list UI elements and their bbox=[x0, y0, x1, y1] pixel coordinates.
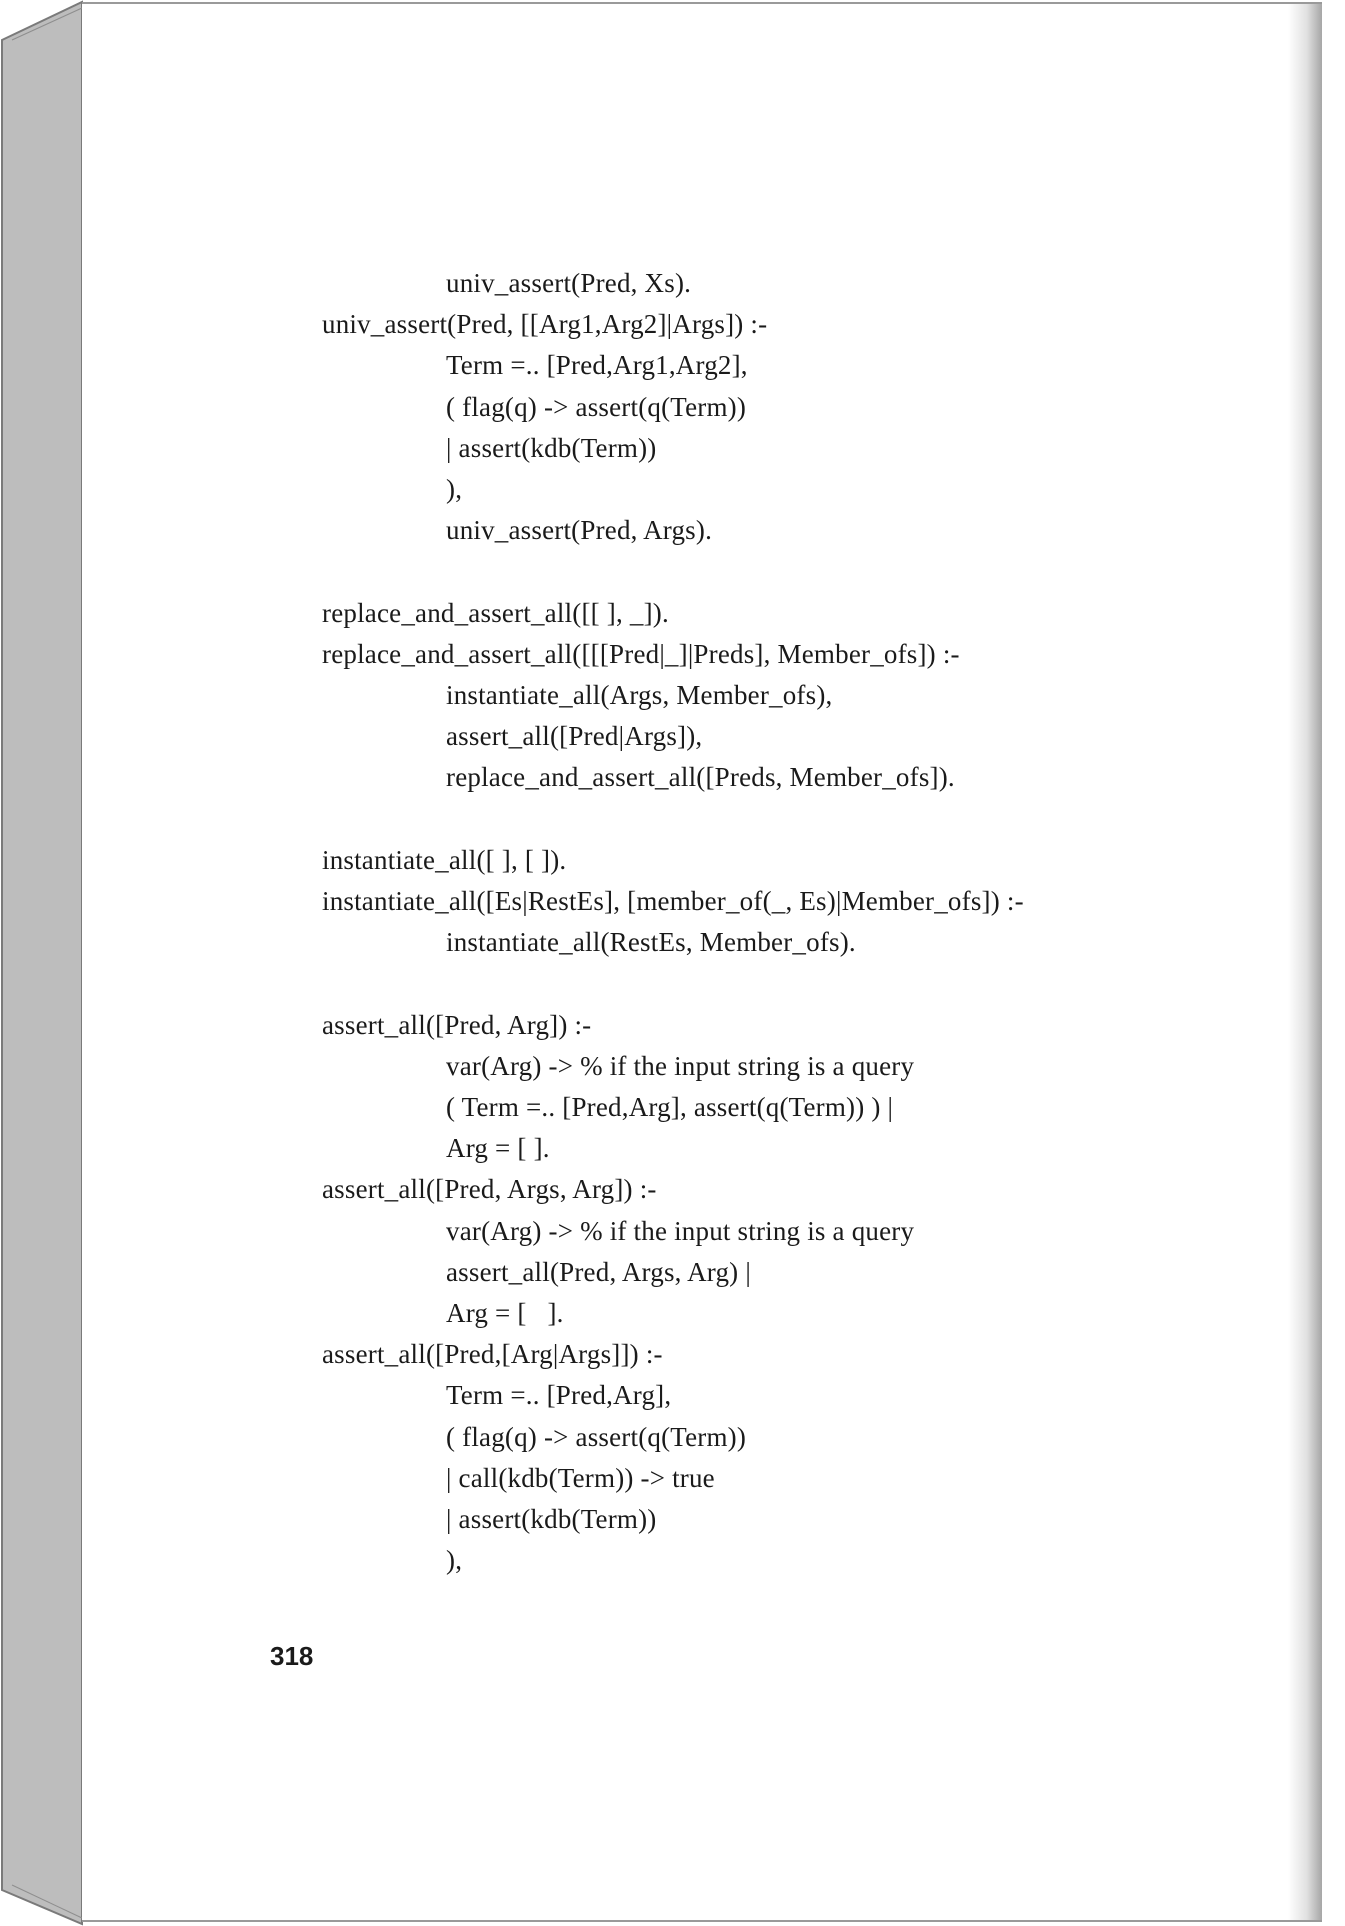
book-page bbox=[82, 2, 1322, 1922]
code-line: univ_assert(Pred, Xs). bbox=[446, 268, 692, 298]
code-line: | call(kdb(Term)) -> true bbox=[446, 1462, 715, 1493]
page-number: 318 bbox=[270, 1641, 314, 1671]
code-line: ( flag(q) -> assert(q(Term)) bbox=[446, 391, 747, 422]
code-line: replace_and_assert_all([[ ], _]). bbox=[322, 597, 669, 628]
code-line: ( Term =.. [Pred,Arg], assert(q(Term)) ) | bbox=[446, 1092, 894, 1122]
code-line: | assert(kdb(Term)) bbox=[446, 1504, 657, 1534]
code-line: univ_assert(Pred, Args). bbox=[446, 515, 713, 546]
code-line: replace_and_assert_all([[[Pred|_]|Preds], Member_ofs]) :- bbox=[322, 638, 960, 669]
code-line: univ_assert(Pred, [[Arg1,Arg2]|Args]) :- bbox=[322, 309, 768, 340]
code-line: Arg = [ ]. bbox=[446, 1133, 550, 1164]
code-line: assert_all(Pred, Args, Arg) | bbox=[446, 1256, 751, 1287]
code-line: assert_all([Pred,[Arg|Args]]) :- bbox=[322, 1339, 663, 1370]
code-listing bbox=[82, 4, 1322, 1920]
code-line: instantiate_all([ ], [ ]). bbox=[322, 844, 567, 875]
code-line: | assert(kdb(Term)) bbox=[446, 432, 657, 463]
code-line: Term =.. [Pred,Arg], bbox=[446, 1380, 672, 1411]
code-line: assert_all([Pred, Arg]) :- bbox=[322, 1009, 592, 1040]
code-line: assert_all([Pred|Args]), bbox=[446, 721, 703, 752]
code-line: Term =.. [Pred,Arg1,Arg2], bbox=[446, 350, 748, 381]
code-line: Arg = [ ]. bbox=[446, 1298, 564, 1328]
code-line: ), bbox=[446, 474, 463, 504]
code-line: ), bbox=[446, 1545, 463, 1576]
code-line: instantiate_all(Args, Member_ofs), bbox=[446, 680, 833, 710]
code-line: var(Arg) -> % if the input string is a query bbox=[446, 1050, 915, 1081]
code-line: instantiate_all(RestEs, Member_ofs). bbox=[446, 927, 856, 958]
code-line: var(Arg) -> % if the input string is a query bbox=[446, 1215, 915, 1246]
code-line: assert_all([Pred, Args, Arg]) :- bbox=[322, 1174, 657, 1205]
code-line: replace_and_assert_all([Preds, Member_ofs]). bbox=[446, 762, 955, 793]
code-line: instantiate_all([Es|RestEs], [member_of(_, Es)|Member_ofs]) :- bbox=[322, 886, 1024, 916]
code-line: ( flag(q) -> assert(q(Term)) bbox=[446, 1421, 747, 1452]
